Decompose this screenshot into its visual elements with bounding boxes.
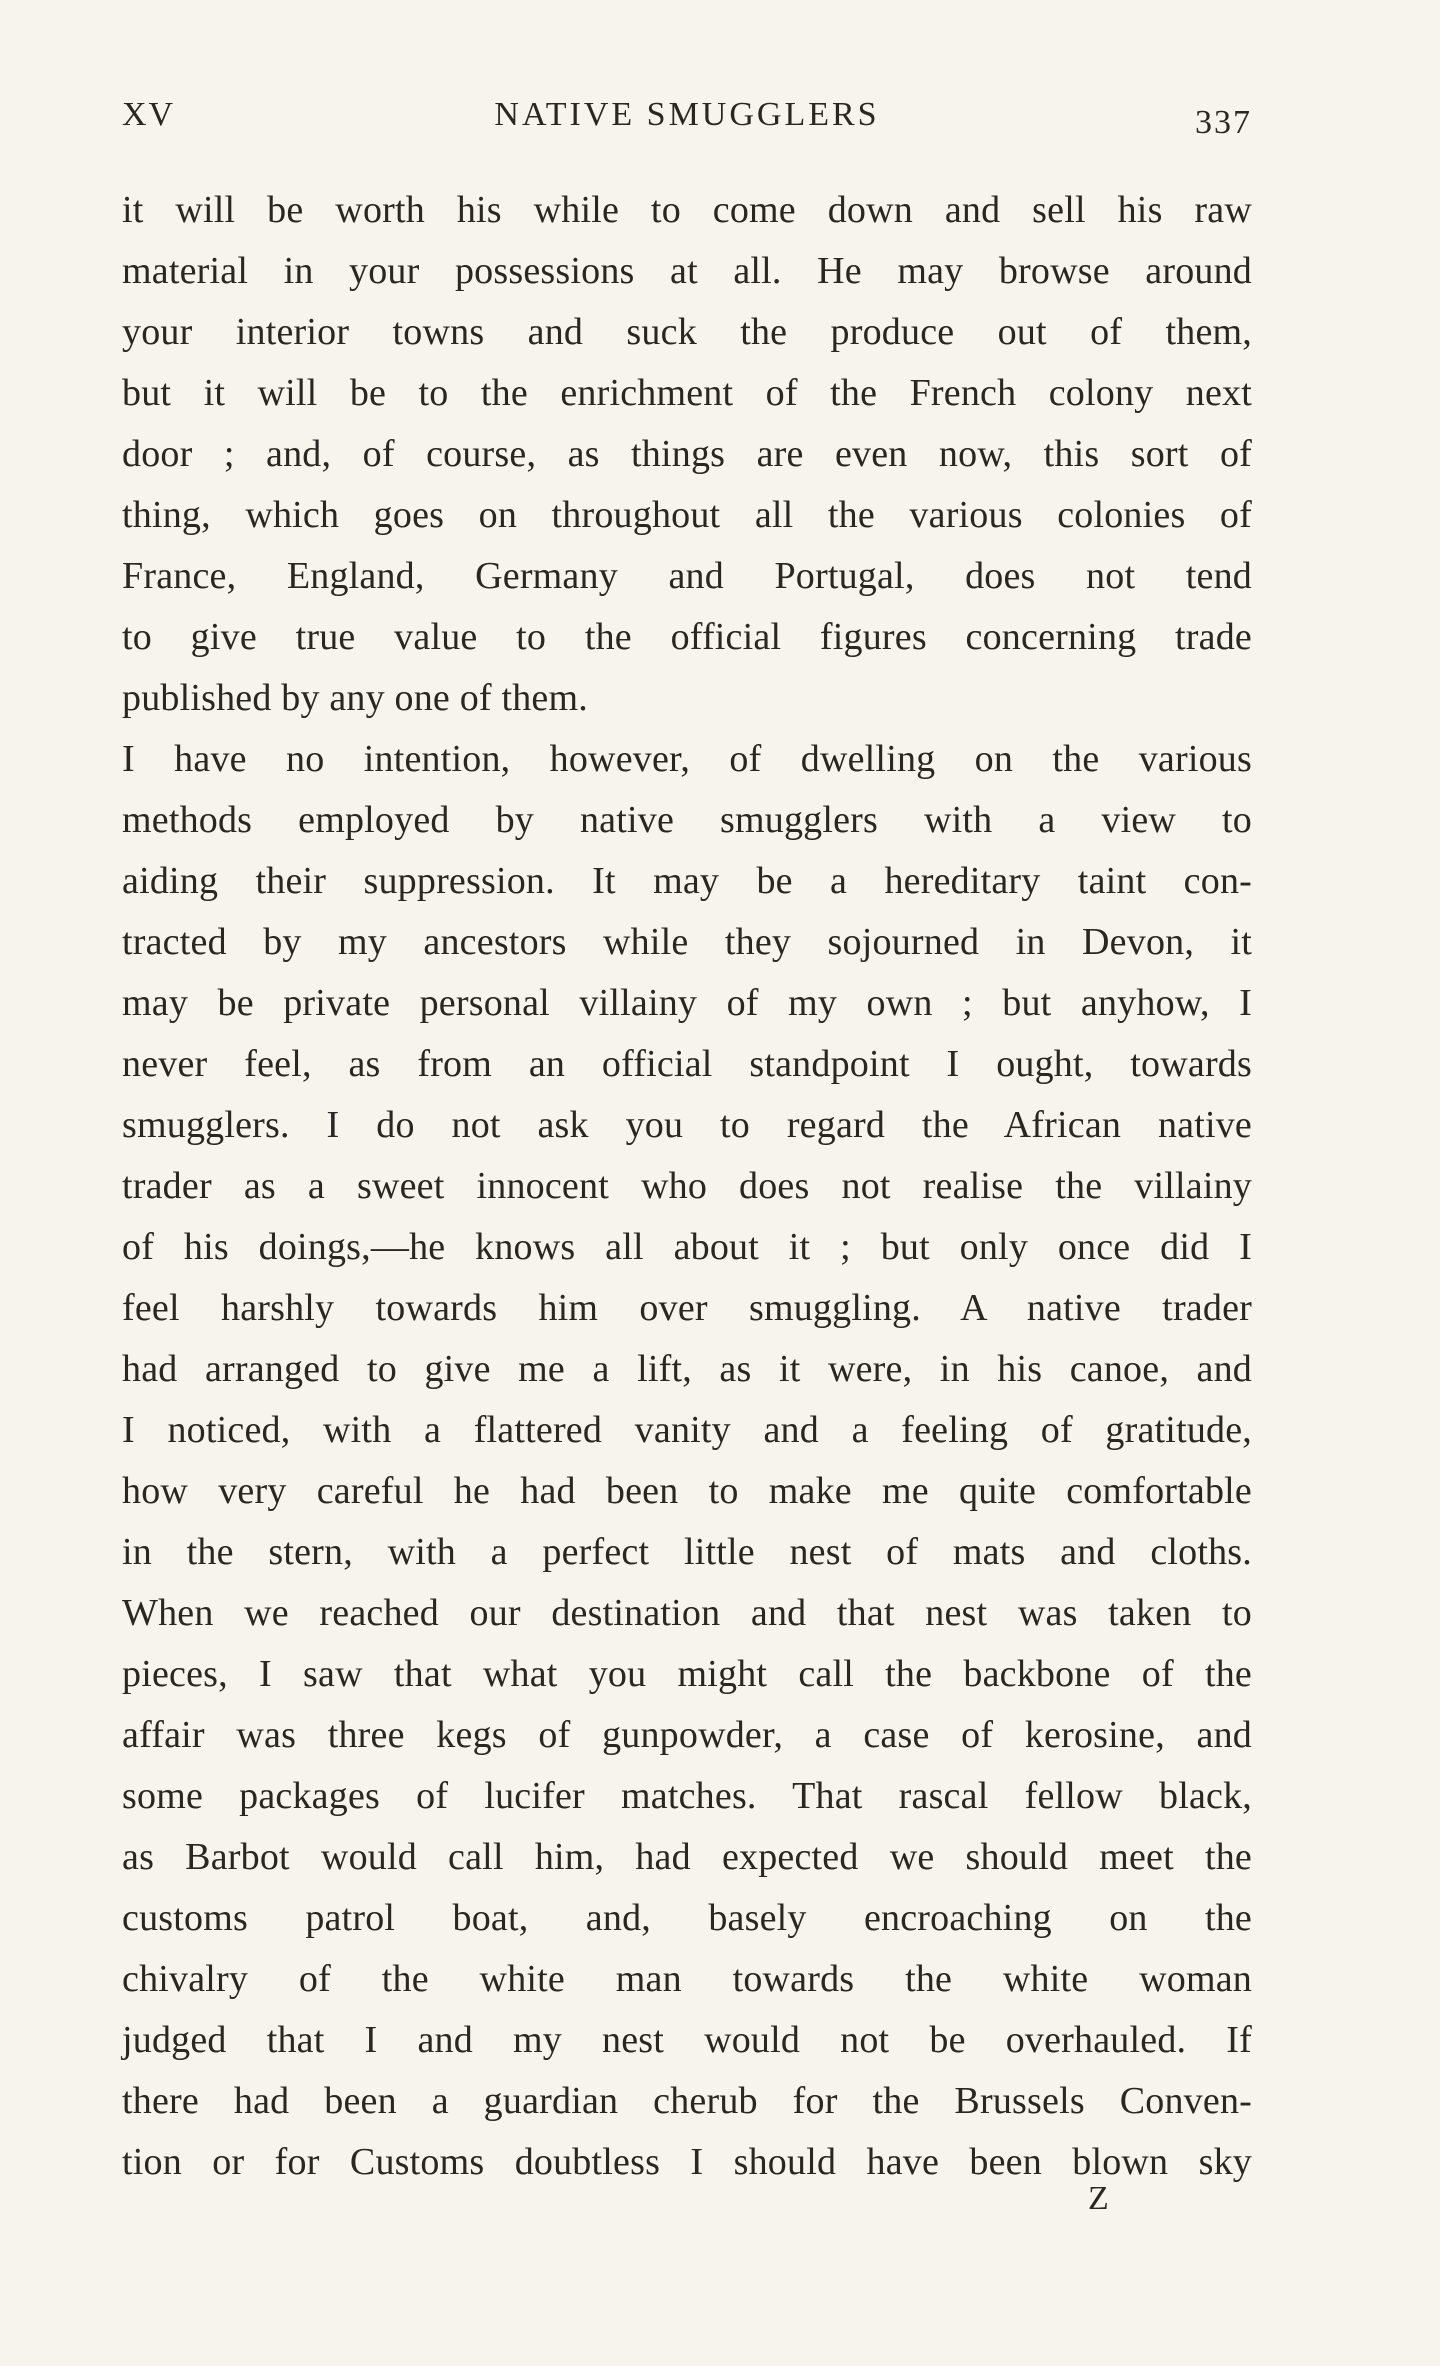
body-text bbox=[122, 180, 1252, 2193]
signature-mark: Z bbox=[1088, 2180, 1111, 2217]
text-line: tracted by my ancestors while they sojourned in Devon, it bbox=[122, 921, 1252, 963]
text-line: in the stern, with a perfect little nest of mats and cloths. bbox=[122, 1531, 1252, 1573]
text-line: but it will be to the enrichment of the French colony next bbox=[122, 372, 1252, 414]
text-line: some packages of lucifer matches. That rascal fellow black, bbox=[122, 1775, 1252, 1817]
text-line: published by any one of them. bbox=[122, 677, 588, 719]
text-line: pieces, I saw that what you might call the backbone of the bbox=[122, 1653, 1252, 1695]
text-line: I noticed, with a flattered vanity and a feeling of gratitude, bbox=[122, 1409, 1252, 1451]
page-number: 337 bbox=[1195, 104, 1252, 141]
text-line: affair was three kegs of gunpowder, a case of kerosine, and bbox=[122, 1714, 1252, 1756]
text-line: to give true value to the official figures concerning trade bbox=[122, 616, 1252, 658]
text-line: had arranged to give me a lift, as it were, in his canoe, and bbox=[122, 1348, 1252, 1390]
text-line: how very careful he had been to make me quite comfortable bbox=[122, 1470, 1252, 1512]
text-line: of his doings,—he knows all about it ; but only once did I bbox=[122, 1226, 1252, 1268]
text-line: methods employed by native smugglers with a view to bbox=[122, 799, 1252, 841]
text-line: material in your possessions at all. He may browse around bbox=[122, 250, 1252, 292]
text-line: judged that I and my nest would not be overhauled. If bbox=[122, 2019, 1252, 2061]
text-line: I have no intention, however, of dwelling on the various bbox=[122, 738, 1252, 780]
text-line: there had been a guardian cherub for the Brussels Conven- bbox=[122, 2080, 1252, 2122]
text-line: never feel, as from an official standpoint I ought, towards bbox=[122, 1043, 1252, 1085]
text-line: aiding their suppression. It may be a hereditary taint con- bbox=[122, 860, 1252, 902]
text-line: your interior towns and suck the produce out of them, bbox=[122, 311, 1252, 353]
text-line: as Barbot would call him, had expected we should meet the bbox=[122, 1836, 1252, 1878]
text-line: smugglers. I do not ask you to regard the African native bbox=[122, 1104, 1252, 1146]
text-line: trader as a sweet innocent who does not realise the villainy bbox=[122, 1165, 1252, 1207]
text-line: When we reached our destination and that nest was taken to bbox=[122, 1592, 1252, 1634]
chapter-number: XV bbox=[122, 96, 176, 133]
running-title: NATIVE SMUGGLERS bbox=[494, 96, 880, 133]
text-line: thing, which goes on throughout all the various colonies of bbox=[122, 494, 1252, 536]
text-line: chivalry of the white man towards the white woman bbox=[122, 1958, 1252, 2000]
text-line: France, England, Germany and Portugal, does not tend bbox=[122, 555, 1252, 597]
text-line: feel harshly towards him over smuggling. A native trader bbox=[122, 1287, 1252, 1329]
text-line: it will be worth his while to come down and sell his raw bbox=[122, 189, 1252, 231]
text-line: tion or for Customs doubtless I should have been blown sky bbox=[122, 2141, 1252, 2183]
text-line: door ; and, of course, as things are even now, this sort of bbox=[122, 433, 1252, 475]
text-line: customs patrol boat, and, basely encroaching on the bbox=[122, 1897, 1252, 1939]
page-header bbox=[122, 96, 1252, 144]
text-line: may be private personal villainy of my own ; but anyhow, I bbox=[122, 982, 1252, 1024]
